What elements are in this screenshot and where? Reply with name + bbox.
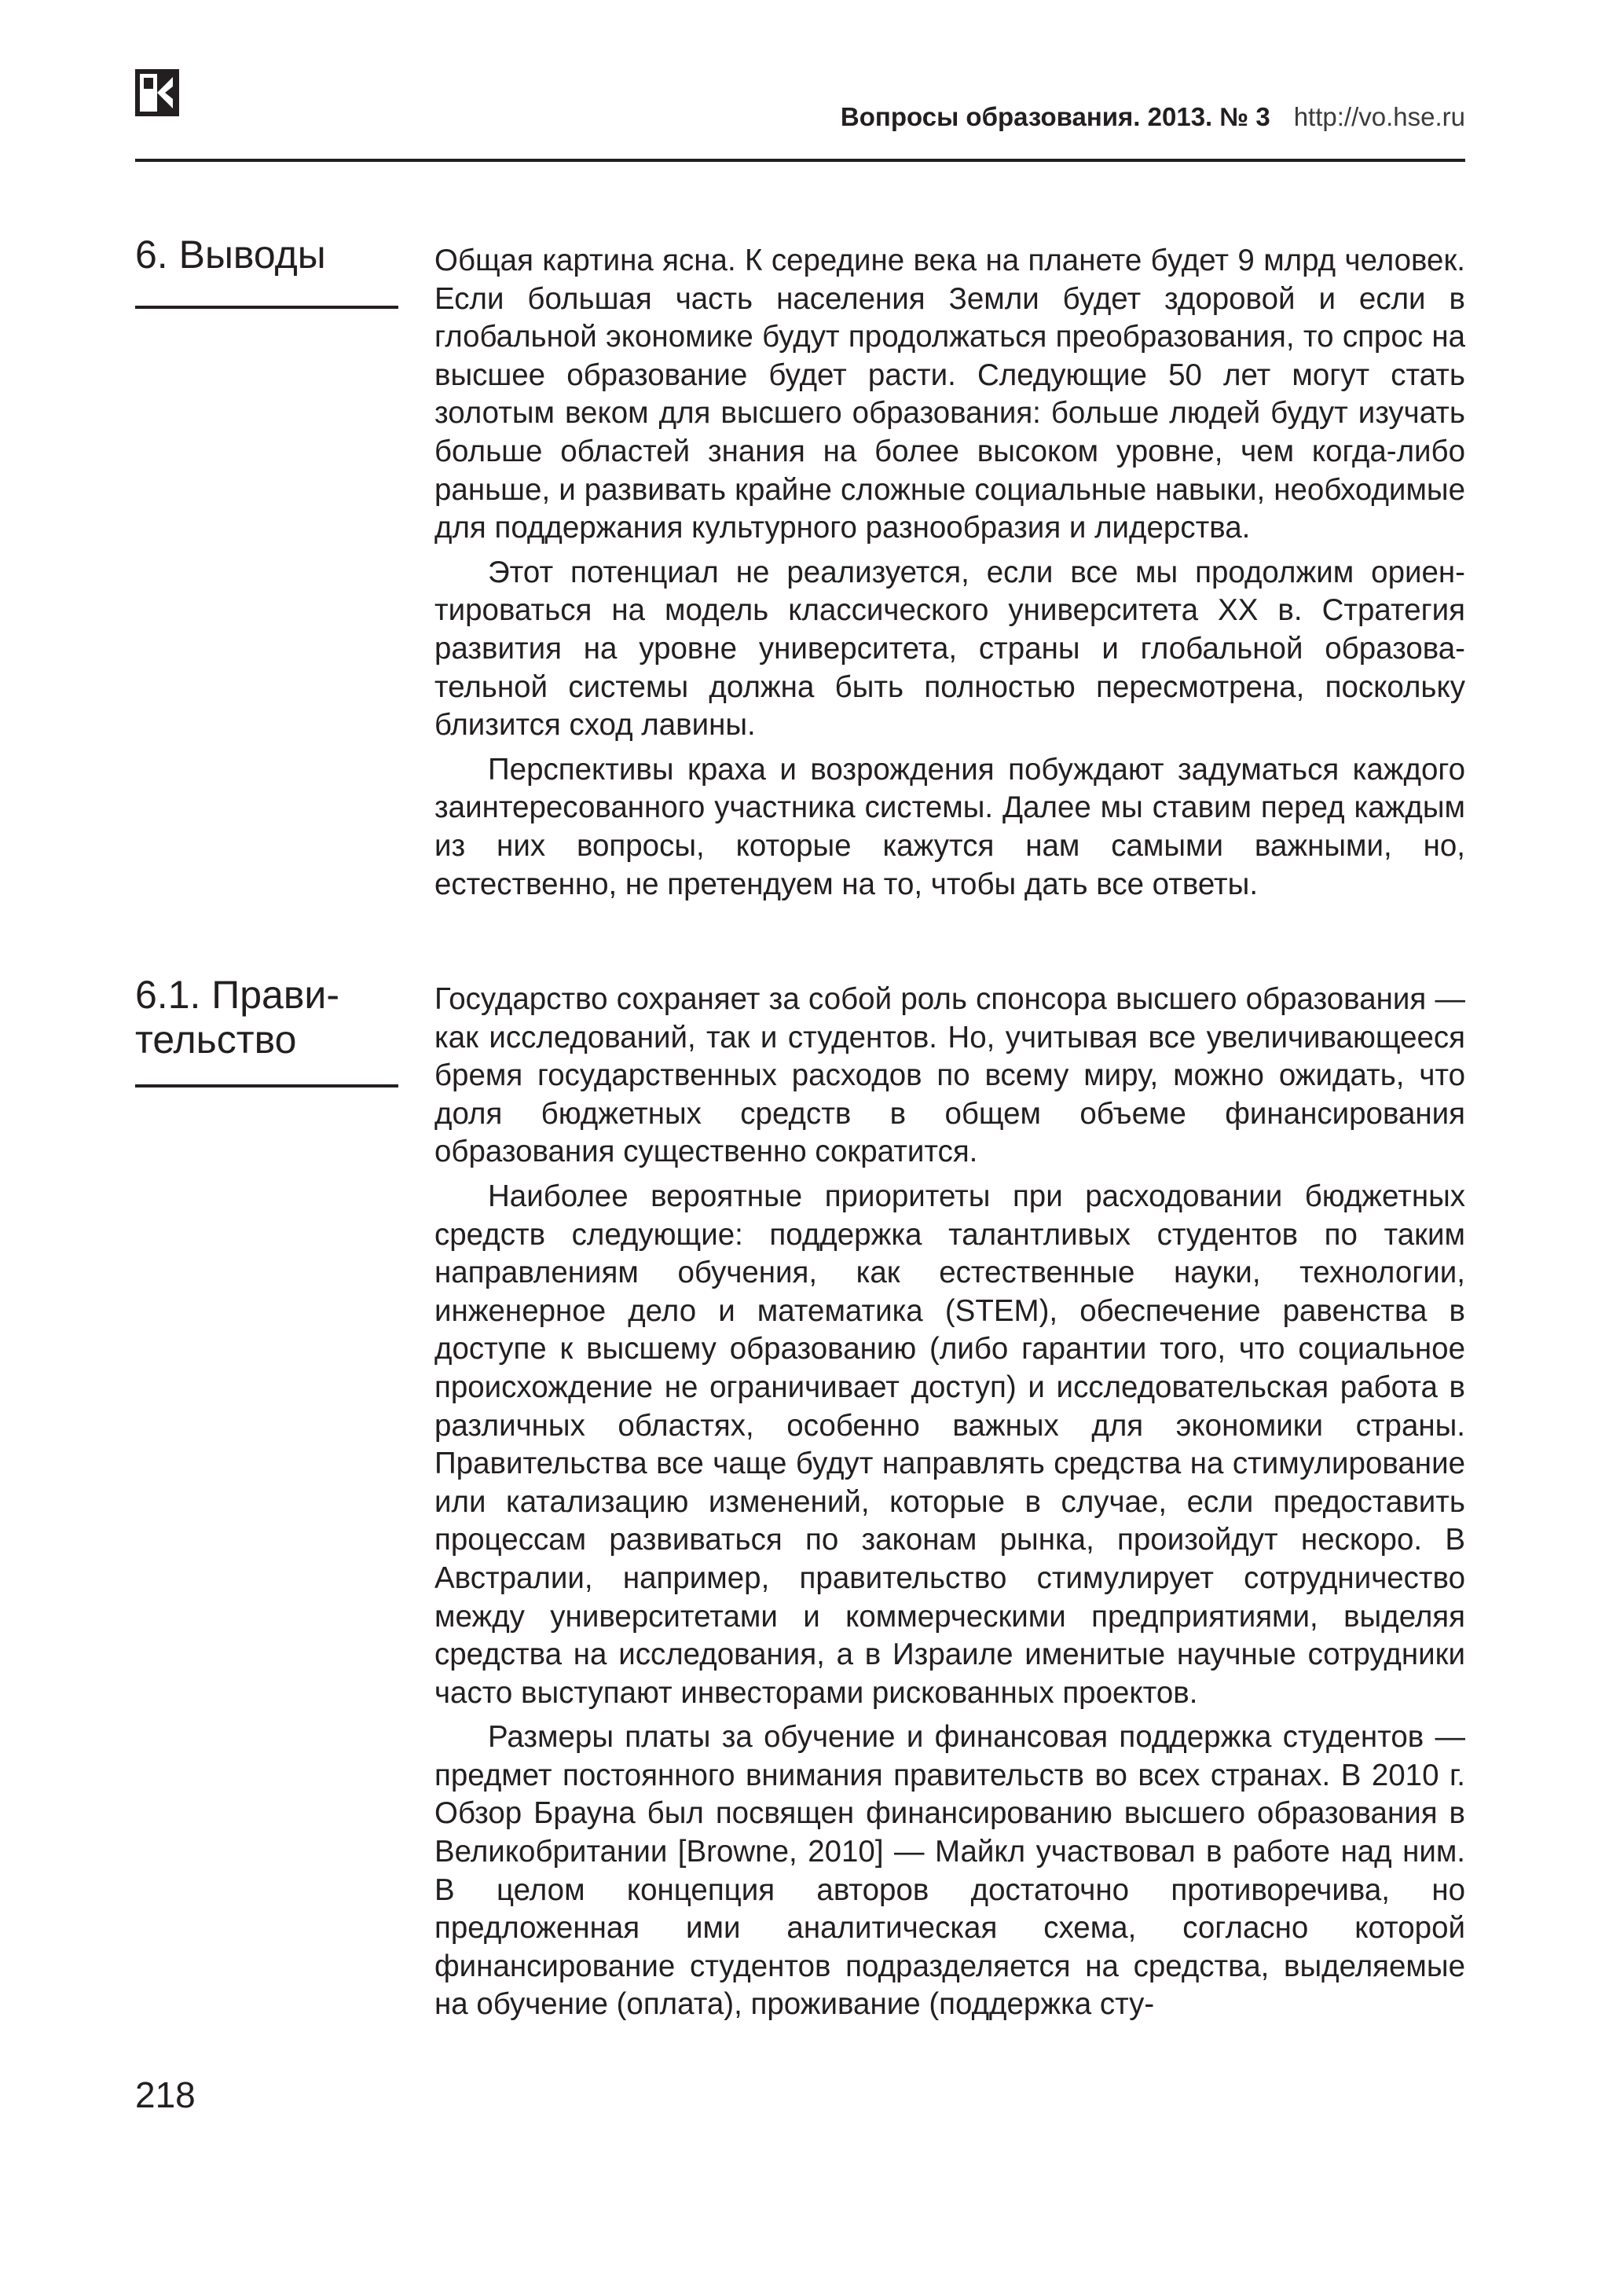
page-number: 218 bbox=[135, 2074, 196, 2115]
subsection-heading-line: тельство bbox=[135, 1018, 297, 1062]
header-rule bbox=[135, 159, 1465, 162]
paragraph: Этот потенциал не реализуется, если все мы продолжим ориентироваться на модель классического университета XX в. Стратегия развития на уровне университета, страны и глобальной образовательной системы должна быть полностью пересмотрена, поскольку близится сход лавины. bbox=[434, 555, 1465, 743]
journal-url[interactable]: http://vo.hse.ru bbox=[1293, 102, 1465, 131]
running-header bbox=[841, 101, 1465, 133]
section-heading-rule bbox=[135, 306, 398, 309]
section-body-conclusions bbox=[434, 242, 1465, 904]
subsection-heading-line: 6.1. Прави- bbox=[135, 973, 339, 1017]
journal-title: Вопросы образования. 2013. № 3 bbox=[840, 102, 1270, 131]
subsection-body-government bbox=[434, 981, 1465, 2024]
journal-logo-icon bbox=[135, 69, 179, 116]
paragraph: Наиболее вероятные приоритеты при расходовании бюджетных средств следующие: поддержка талантливых студентов по таким направлениям обучения, как естественные науки, технологии, инженерное дело и математика (STEM), обеспечение равенства в доступе к высшему образованию (либо гарантии того, что социальное происхождение не ограничивает доступ) и исследовательская работа в различных областях, особенно важных для экономики страны. Правительства все чаще будут направлять средства на стимулирование или катализацию изменений, которые в случае, если предоставить процессам развиваться по законам рынка, произойдут нескоро. В Австралии, например, правительство стимулирует сотрудничество между университетами и коммерческими предприятиями, выделяя средства на исследования, а в Израиле именитые научные сотрудники часто выступают инвесторами рискованных проектов. bbox=[434, 1179, 1465, 1710]
section-heading-conclusions: 6. Выводы bbox=[135, 233, 326, 277]
paragraph: Государство сохраняет за собой роль спонсора высшего образования — как исследований, так и студентов. Но, учитывая все увеличивающееся бремя государственных расходов по всему миру, можно ожидать, что доля бюджетных средств в общем объеме финансирования образования существенно сократится. bbox=[434, 982, 1465, 1169]
paragraph: Общая картина ясна. К середине века на планете будет 9 млрд человек. Если большая часть населения Земли будет здоровой и если в глобальной экономике будут продолжаться преобразования, то спрос на высшее образование будет расти. Следующие 50 лет могут стать золотым веком для высшего образования: больше людей будут изучать больше областей знания на более высоком уровне, чем когда-либо раньше, и развивать крайне сложные социальные навыки, необходимые для поддержания культурного разнообразия и лидерства. bbox=[434, 244, 1465, 545]
paragraph: Перспективы краха и возрождения побуждают задуматься каждого заинтересованного участника системы. Далее мы ставим перед каждым из них вопросы, которые кажутся нам самыми важными, но, естественно, не претендуем на то, чтобы дать все ответы. bbox=[434, 752, 1465, 901]
subsection-heading-rule bbox=[135, 1084, 398, 1087]
paragraph: Размеры платы за обучение и финансовая поддержка студентов — предмет постоянного внимания правительств во всех странах. В 2010 г. Обзор Брауна был посвящен финансированию высшего образования в Великобритании [Browne, 2010] — Майкл участвовал в работе над ним. В целом концепция авторов достаточно противоречива, но предложенная ими аналитическая схема, согласно которой финансирование студентов подразделяется на средства, выделяемые на обучение (оплата), проживание (поддержка сту- bbox=[434, 1720, 1465, 2022]
subsection-heading-government bbox=[135, 973, 339, 1062]
